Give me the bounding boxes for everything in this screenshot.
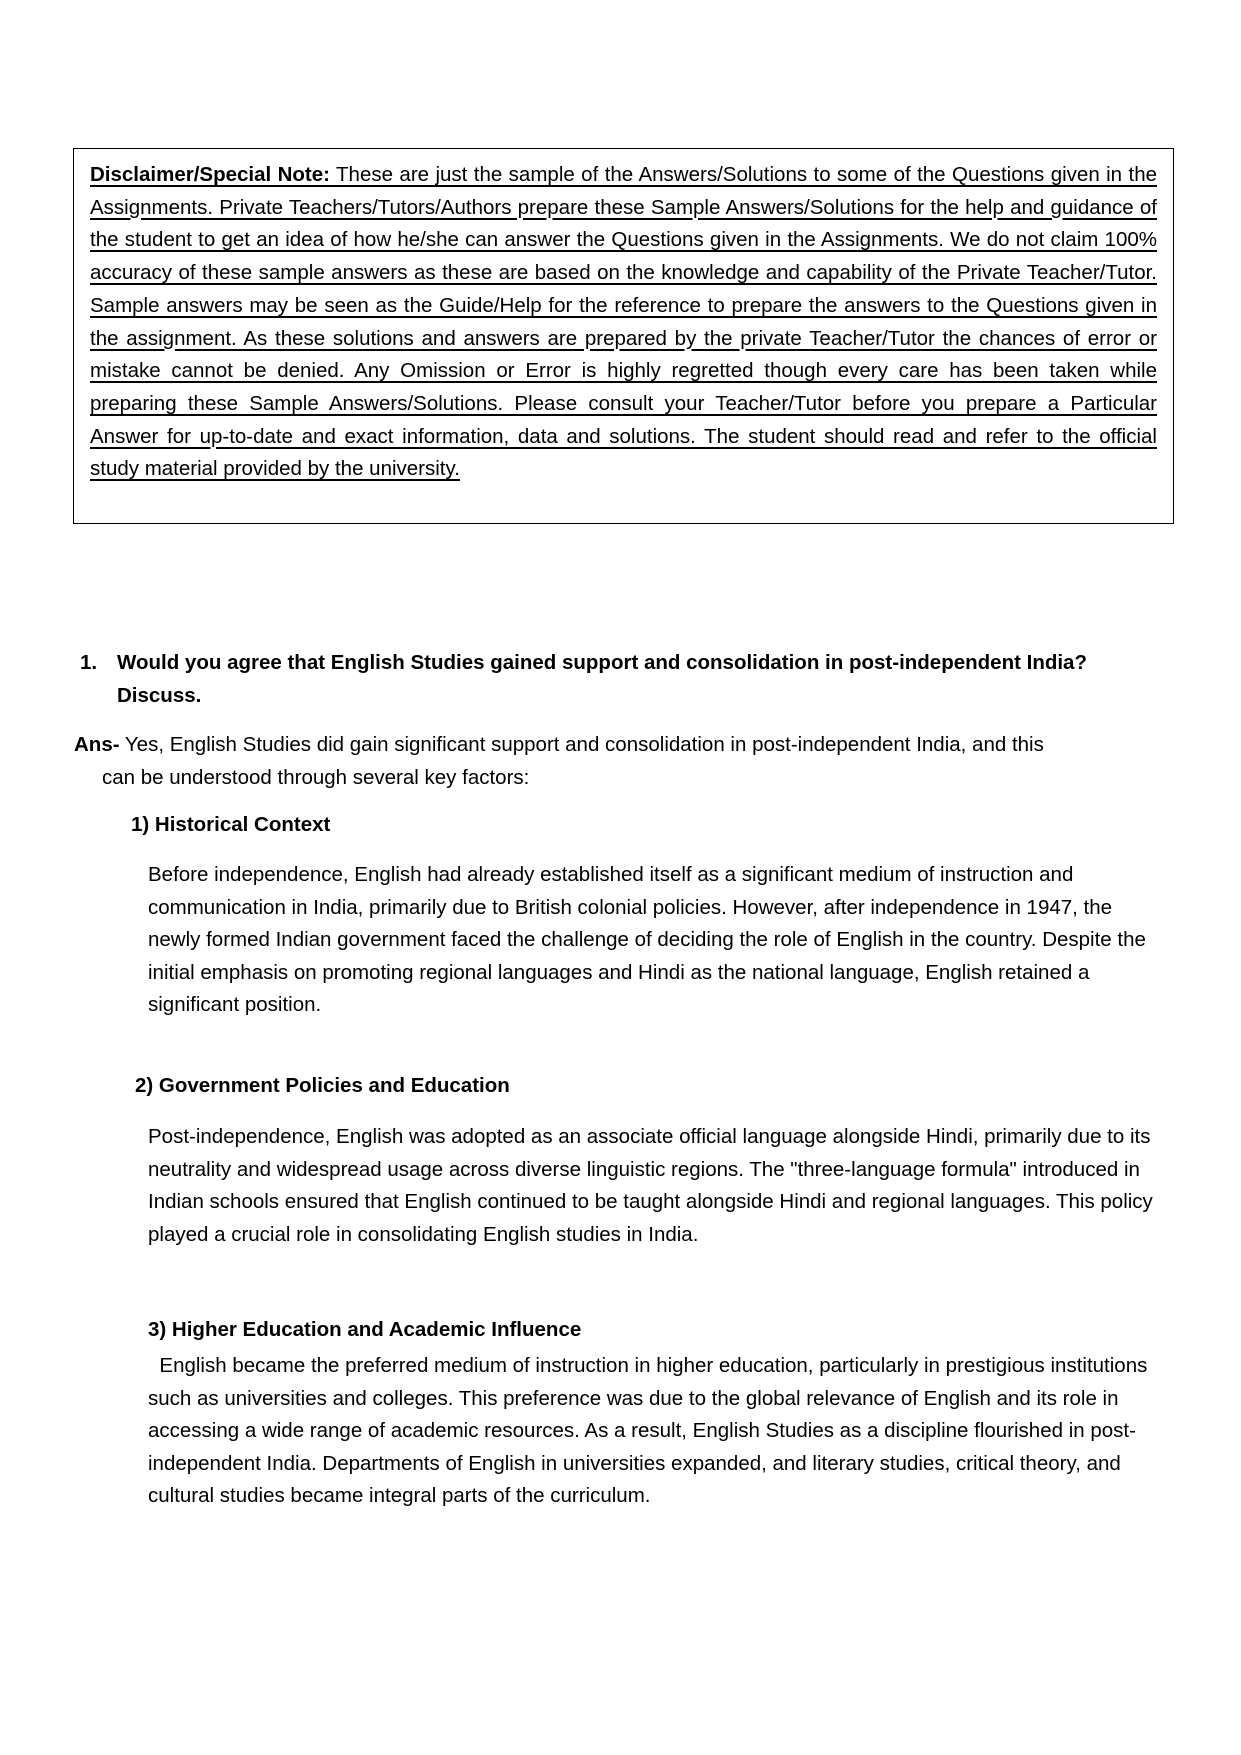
section-heading-3: 3) Higher Education and Academic Influence [148, 1318, 582, 1341]
answer-line-1: Yes, English Studies did gain significant support and consolidation in post-independent India, and this [119, 733, 1044, 756]
section-heading-2: 2) Government Policies and Education [135, 1074, 510, 1097]
question-line-2: Discuss. [117, 683, 202, 707]
answer-label: Ans- [74, 733, 120, 756]
disclaimer-text: These are just the sample of the Answers/Solutions to some of the Questions given in the Assignments. Private Teachers/Tutors/Authors prepare these Sample Answers/Solutions for the help and guidance of the student to get an idea of how he/she can answer the Questions given in the Assignments. We do not claim 100% accuracy of these sample answers as these are based on the knowledge and capability of the Private Teacher/Tutor. Sample answers may be seen as the Guide/Help for the reference to prepare the answers to the Questions given in the assignment. As these solutions and answers are prepared by the private Teacher/Tutor the chances of error or mistake cannot be denied. Any Omission or Error is highly regretted though every care has been taken while preparing these Sample Answers/Solutions. Please consult your Teacher/Tutor before you prepare a Particular Answer for up-to-date and exact information, data and solutions. The student should read and refer to the official study material provided by the university. [90, 163, 1157, 481]
section-heading-1: 1) Historical Context [131, 813, 331, 836]
question-1 [80, 647, 1170, 712]
answer-line-2: can be understood through several key factors: [102, 765, 530, 789]
section-body-2: Post-independence, English was adopted as an associate official language alongside Hindi, primarily due to its neutrality and widespread usage across diverse linguistic regions. The "three-language formula" introduced in Indian schools ensured that English continued to be taught alongside Hindi and regional languages. This policy played a crucial role in consolidating English studies in India. [148, 1125, 1153, 1246]
question-line-1: Would you agree that English Studies gained support and consolidation in post-independent India? [117, 651, 1087, 674]
answer-intro [74, 729, 1154, 794]
section-body-1: Before independence, English had already established itself as a significant medium of instruction and communication in India, primarily due to British colonial policies. However, after independence in 1947, the newly formed Indian government faced the challenge of deciding the role of English in the country. Despite the initial emphasis on promoting regional languages and Hindi as the national language, English retained a significant position. [148, 863, 1152, 1017]
section-body-3: English became the preferred medium of instruction in higher education, particularly in prestigious institutions such as universities and colleges. This preference was due to the global relevance of English and its role in accessing a wide range of academic resources. As a result, English Studies as a discipline flourished in post-independent India. Departments of English in universities expanded, and literary studies, critical theory, and cultural studies became integral parts of the curriculum. [148, 1354, 1154, 1508]
disclaimer-label: Disclaimer/Special Note: [90, 163, 330, 186]
disclaimer-box [73, 148, 1174, 524]
question-number: 1. [80, 651, 98, 674]
